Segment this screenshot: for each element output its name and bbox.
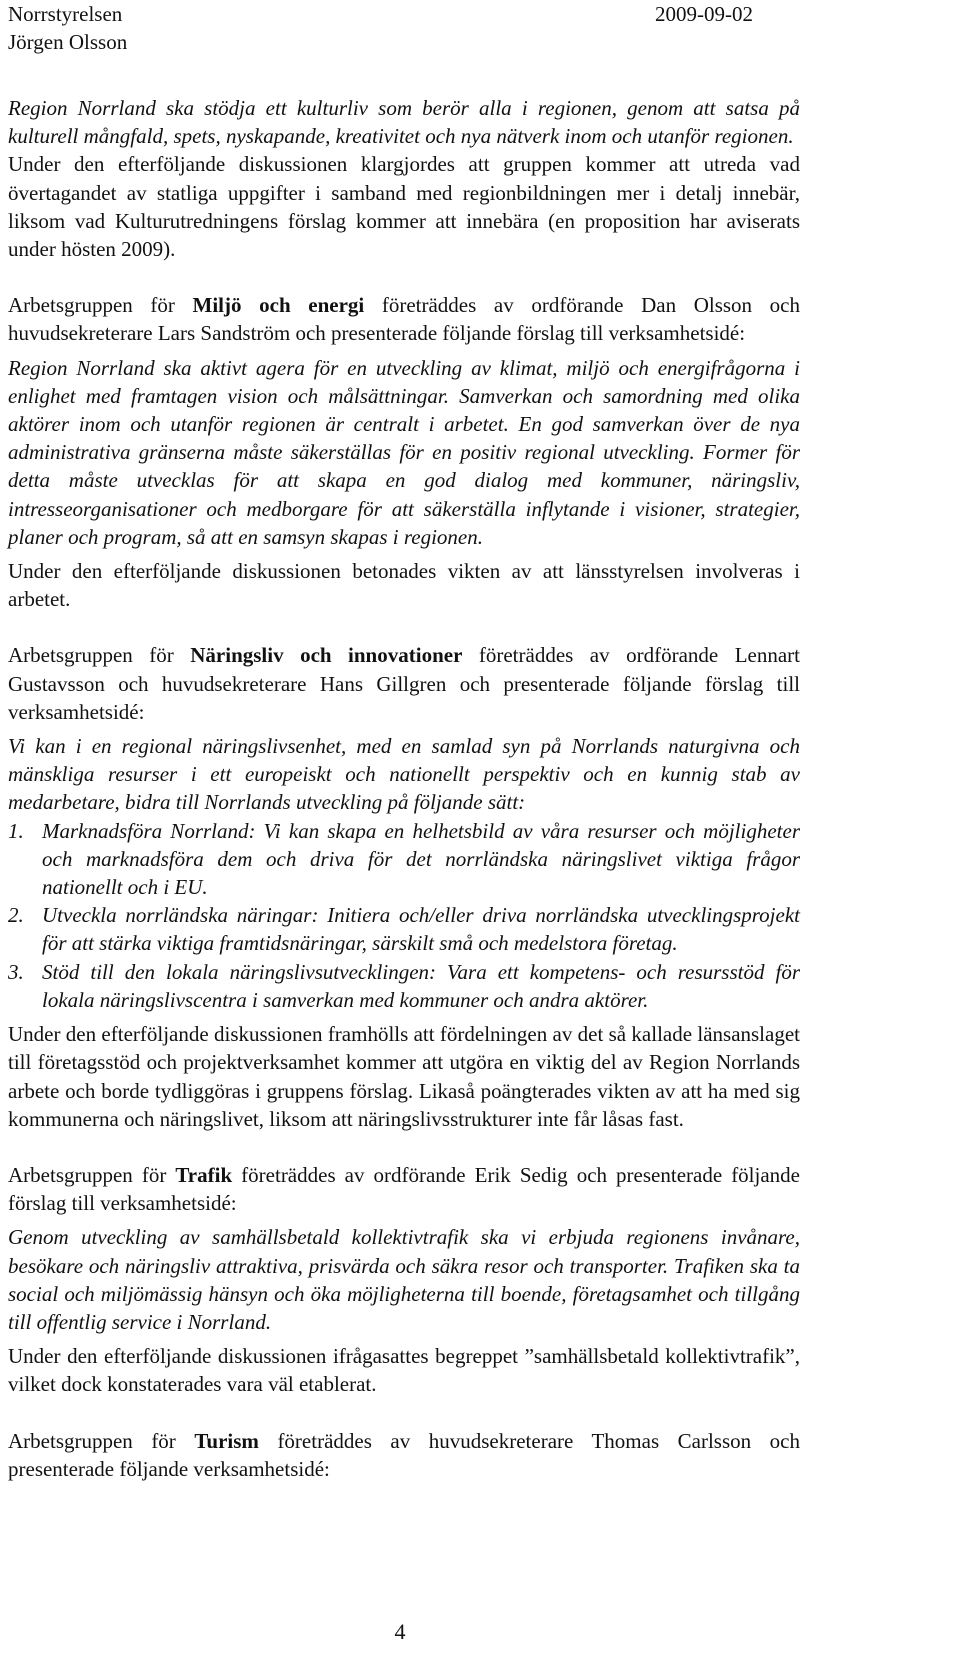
trafik-topic: Trafik	[175, 1162, 233, 1187]
list-item-text: Marknadsföra Norrland: Vi kan skapa en helhetsbild av våra resurser och möjligheter och marknadsföra dem och driva för det norrländska näringslivet viktiga frågor nationellt och i EU.	[42, 818, 800, 900]
list-item-number: 3.	[8, 959, 24, 984]
naringsliv-intro-paragraph	[8, 641, 800, 726]
miljo-discussion-text: Under den efterföljande diskussionen betonades vikten av att länsstyrelsen involveras i arbetet.	[8, 559, 800, 612]
trafik-intro-paragraph	[8, 1161, 800, 1217]
naringsliv-intro-pre: Arbetsgruppen för	[8, 643, 191, 668]
trafik-intro-post: företräddes av ordförande Erik Sedig och presenterade följande förslag till verksamhetsidé:	[8, 1162, 800, 1216]
miljo-intro-paragraph	[8, 291, 800, 347]
trafik-discussion-text: Under den efterföljande diskussionen ifrågasattes begreppet ”samhällsbetald kollektivtrafik”, vilket dock konstaterades vara väl etablerat.	[8, 1344, 800, 1397]
culture-discussion-text: Under den efterföljande diskussionen klargjordes att gruppen kommer att utreda vad övertagandet av statliga uppgifter i samband med regionbildningen mer i detalj innebär, liksom vad Kulturutredningens förslag kommer att innebära (en proposition har aviserats under hösten 2009).	[8, 152, 800, 262]
naringsliv-intro-post: företräddes av ordförande Lennart Gustavsson och huvudsekreterare Hans Gillgren och presenterade följande förslag till verksamhetsidé:	[8, 643, 800, 724]
page-number: 4	[394, 1619, 406, 1644]
naringsliv-topic: Näringsliv och innovationer	[190, 643, 463, 668]
list-item	[8, 958, 800, 1014]
list-item-number: 1.	[8, 818, 24, 843]
list-item-text: Stöd till den lokala näringslivsutvecklingen: Vara ett kompetens- och resursstöd för lokala näringslivscentra i samverkan med kommuner och andra aktörer.	[42, 959, 800, 1012]
miljo-intro-pre: Arbetsgruppen för	[8, 293, 193, 318]
list-item	[8, 817, 800, 902]
list-item	[8, 901, 800, 957]
page-header-left	[8, 0, 127, 56]
list-item-number: 2.	[8, 903, 24, 928]
miljo-vision-text: Region Norrland ska aktivt agera för en utveckling av klimat, miljö och energifrågorna i enlighet med framtagen vision och målsättningar. Samverkan och samordning med olika aktörer inom och utanför regionen är centralt i arbetet. En god samverkan över de nya administrativa gränserna måste säkerställas för en positiv regional utveckling. Former för detta måste utvecklas för att skapa en god dialog med kommuner, näringsliv, intresseorganisationer och medborgare för att säkerställa inflytande i visioner, strategier, planer och program, så att en samsyn skapas i regionen.	[8, 355, 800, 549]
header-date: 2009-09-02	[655, 2, 753, 26]
turism-topic: Turism	[194, 1428, 259, 1453]
trafik-intro-pre: Arbetsgruppen för	[8, 1162, 176, 1187]
miljo-intro-post: företräddes av ordförande Dan Olsson och huvudsekreterare Lars Sandström och presenterade följande förslag till verksamhetsidé:	[8, 293, 800, 346]
header-author: Jörgen Olsson	[8, 30, 128, 54]
document-body	[8, 94, 800, 1483]
turism-intro-paragraph	[8, 1427, 800, 1483]
naringsliv-vision-text: Vi kan i en regional näringslivsenhet, med en samlad syn på Norrlands naturgivna och mänskliga resurser i ett europeiskt och nationellt perspektiv och en kunnig stab av medarbetare, bidra till Norrlands utveckling på följande sätt:	[8, 734, 800, 815]
naringsliv-proposal-list	[8, 817, 800, 1014]
list-item-text: Utveckla norrländska näringar: Initiera och/eller driva norrländska utvecklingsprojekt för att stärka viktiga framtidsnäringar, särskilt små och medelstora företag.	[42, 903, 800, 956]
miljo-topic: Miljö och energi	[192, 293, 365, 318]
turism-intro-post: företräddes av huvudsekreterare Thomas Carlsson och presenterade följande verksamhetsidé:	[8, 1428, 800, 1481]
header-org: Norrstyrelsen	[8, 2, 123, 26]
trafik-vision-text: Genom utveckling av samhällsbetald kollektivtrafik ska vi erbjuda regionens invånare, besökare och näringsliv attraktiva, prisvärda och säkra resor och transporter. Trafiken ska ta social och miljömässig hänsyn och öka möjligheterna till boende, företagsamhet och tillgång till offentlig service i Norrland.	[8, 1225, 800, 1334]
turism-intro-pre: Arbetsgruppen för	[8, 1428, 195, 1453]
naringsliv-discussion-text: Under den efterföljande diskussionen framhölls att fördelningen av det så kallade länsanslaget till företagsstöd och projektverksamhet kommer att utgöra en viktig del av Region Norrlands arbete och borde tydliggöras i gruppens förslag. Likaså poängterades vikten av att ha med sig kommunerna och näringslivet, liksom att näringslivsstrukturer inte får låsas fast.	[8, 1022, 800, 1131]
culture-vision-text: Region Norrland ska stödja ett kulturliv som berör alla i regionen, genom att satsa på kulturell mångfald, spets, nyskapande, kreativitet och nya nätverk inom och utanför regionen.	[8, 96, 800, 149]
